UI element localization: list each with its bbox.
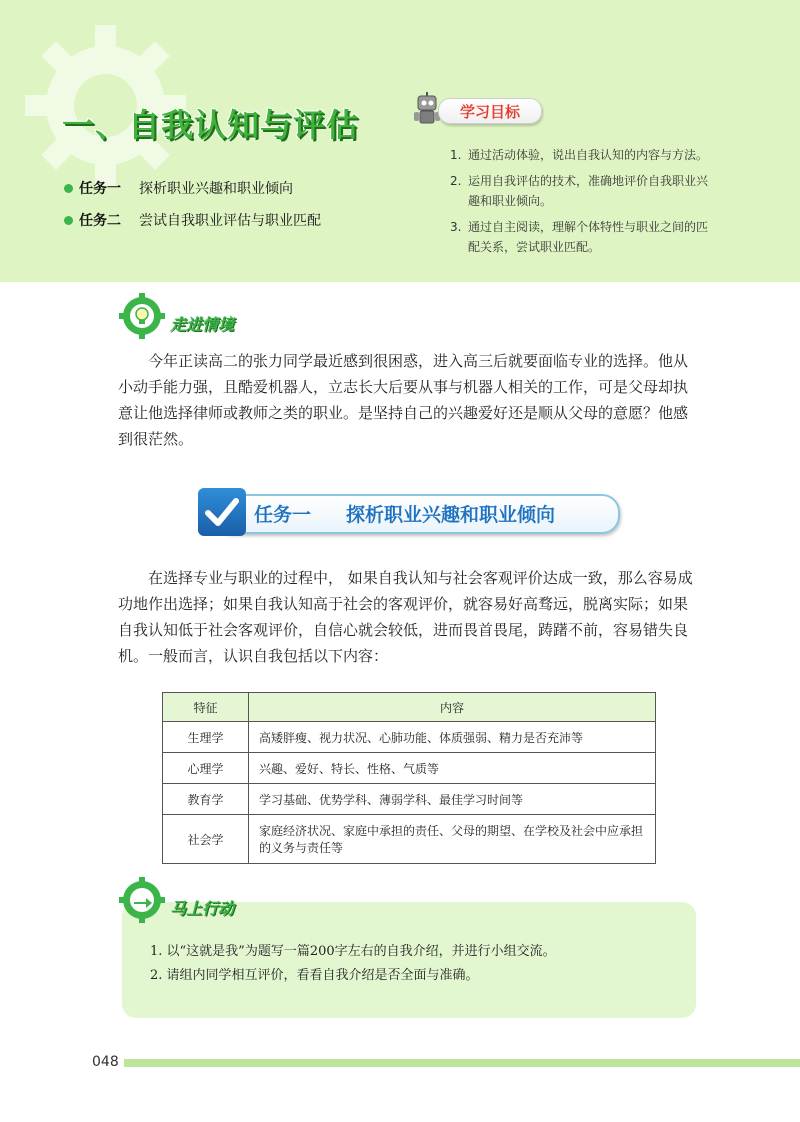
task-list-item xyxy=(64,176,321,200)
bullet-icon xyxy=(64,216,73,225)
intro-section-heading xyxy=(118,292,318,332)
table-cell: 学习基础、优势学科、薄弱学科、最佳学习时间等 xyxy=(249,784,656,815)
table-row xyxy=(163,815,656,864)
goals-label: 学习目标 xyxy=(459,102,520,121)
goal-item xyxy=(450,171,710,211)
lightbulb-gear-icon xyxy=(118,292,166,340)
table-header: 内容 xyxy=(249,693,656,722)
table-cell: 社会学 xyxy=(163,815,249,864)
task-list-item xyxy=(64,208,321,232)
action-section-label: 马上行动 xyxy=(170,899,235,918)
header-band xyxy=(0,0,800,282)
intro-paragraph: 今年正读高二的张力同学最近感到很困惑，进入高三后就要面临专业的选择。他从小动手能力强，且酷爱机器人，立志长大后要从事与机器人相关的工作，可是父母却执意让他选择律师或教师之类的职业。是坚持自己的兴趣爱好还是顺从父母的意愿？他感到很茫然。 xyxy=(118,352,689,448)
body-paragraph: 在选择专业与职业的过程中， 如果自我认知与社会客观评价达成一致，那么容易成功地作出选择；如果自我认知高于社会的客观评价，就容易好高骛远，脱离实际；如果自我认知低于社会客观评价，自信心就会较低，进而畏首畏尾，踌躇不前，容易错失良机。一般而言，认识自我包括以下内容： xyxy=(118,569,693,665)
table-cell: 高矮胖瘦、视力状况、心肺功能、体质强弱、精力是否充沛等 xyxy=(249,722,656,753)
task-number: 任务一 xyxy=(79,181,121,197)
checkmark-icon xyxy=(198,488,246,536)
goal-text: 运用自我评估的技术，准确地评价自我职业兴趣和职业倾向。 xyxy=(468,174,709,208)
goal-item xyxy=(450,217,710,257)
table-cell: 心理学 xyxy=(163,753,249,784)
page-number: 048 xyxy=(92,1054,119,1070)
table-cell: 兴趣、爱好、特长、性格、气质等 xyxy=(249,753,656,784)
table-cell: 生理学 xyxy=(163,722,249,753)
table-row xyxy=(163,753,656,784)
goals-badge xyxy=(438,98,542,124)
table-cell: 教育学 xyxy=(163,784,249,815)
table-header-row xyxy=(163,693,656,722)
table-cell: 家庭经济状况、家庭中承担的责任、父母的期望、在学校及社会中应承担的义务与责任等 xyxy=(249,815,656,864)
action-list xyxy=(150,940,556,988)
intro-section-label: 走进情境 xyxy=(170,315,235,334)
task-banner-number: 任务一 xyxy=(254,504,312,526)
bullet-icon xyxy=(64,184,73,193)
goal-number: 3. xyxy=(450,220,462,234)
action-item: 2. 请组内同学相互评价，看看自我介绍是否全面与准确。 xyxy=(150,968,479,983)
task-number: 任务二 xyxy=(79,213,121,229)
goal-number: 2. xyxy=(450,174,462,188)
self-knowledge-table xyxy=(162,692,656,864)
goals-list xyxy=(450,145,710,263)
task-banner xyxy=(198,488,620,536)
pointing-hand-gear-icon xyxy=(118,876,166,924)
goal-number: 1. xyxy=(450,148,462,162)
table-row xyxy=(163,722,656,753)
goal-text: 通过自主阅读，理解个体特性与职业之间的匹配关系，尝试职业匹配。 xyxy=(468,220,709,254)
goal-text: 通过活动体验，说出自我认知的内容与方法。 xyxy=(468,148,709,162)
table-row xyxy=(163,784,656,815)
task-title: 探析职业兴趣和职业倾向 xyxy=(139,181,293,197)
task-title: 尝试自我职业评估与职业匹配 xyxy=(139,213,321,229)
task-list xyxy=(64,176,321,240)
table-header: 特征 xyxy=(163,693,249,722)
chapter-title: 一、自我认知与评估 xyxy=(62,106,360,144)
action-item: 1. 以“这就是我”为题写一篇200字左右的自我介绍，并进行小组交流。 xyxy=(150,944,556,959)
footer-bar xyxy=(124,1059,800,1067)
goals-heading xyxy=(410,90,540,130)
task-banner-title: 探析职业兴趣和职业倾向 xyxy=(346,504,556,526)
goal-item xyxy=(450,145,710,165)
action-section-heading xyxy=(118,876,318,916)
